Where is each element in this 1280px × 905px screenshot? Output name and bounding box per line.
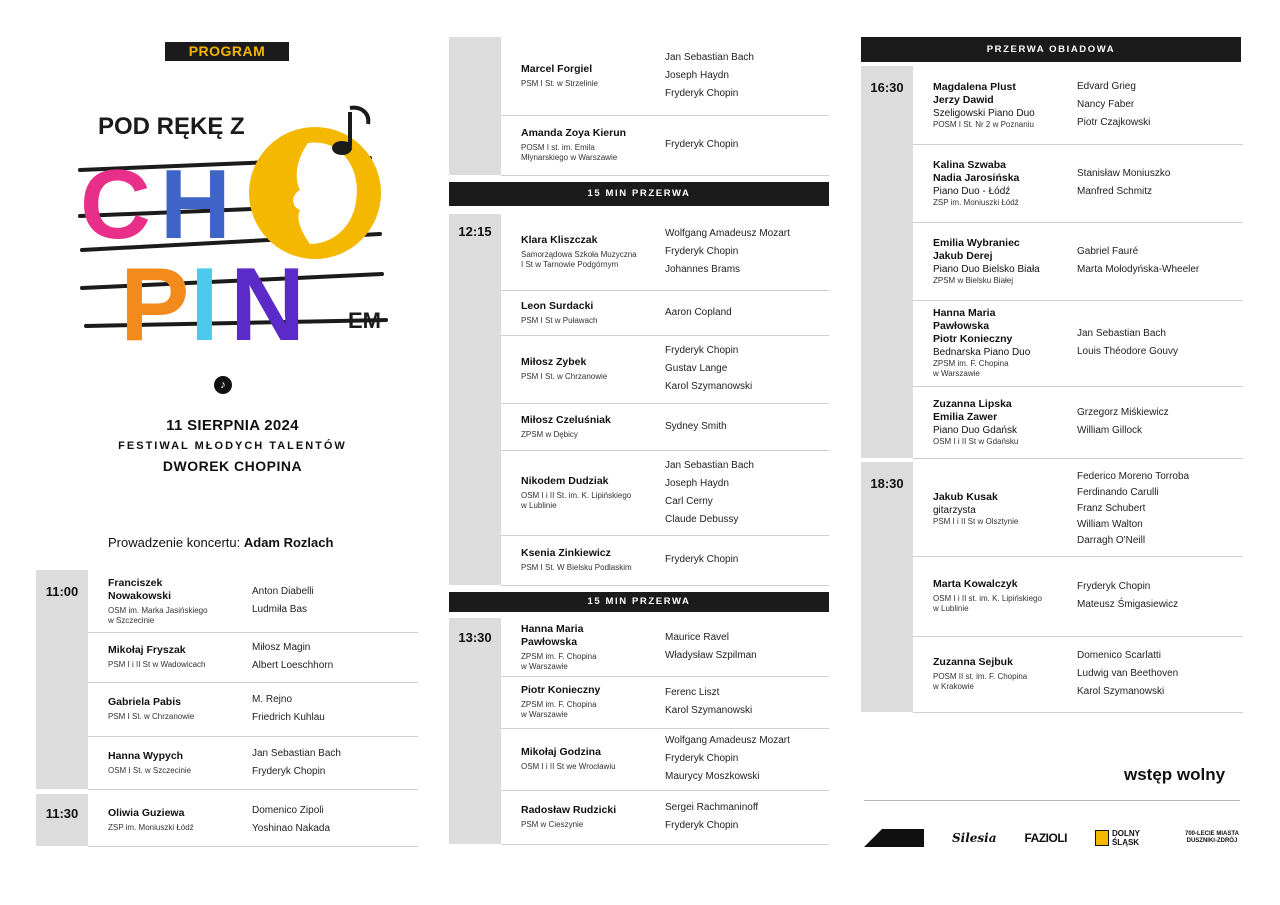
composer-name: Miłosz Magin: [252, 642, 311, 653]
school-name: [108, 606, 246, 626]
school-name: [933, 359, 1071, 379]
school-name: [521, 316, 659, 326]
composer-name: Ferdinando Carulli: [1077, 487, 1159, 498]
school-name: [521, 372, 659, 382]
composer-name: Maurycy Moszkowski: [665, 771, 760, 782]
school-line: ZPSM w Bielsku Białej: [933, 275, 1014, 285]
composer-name: Jan Sebastian Bach: [665, 52, 754, 63]
performance-row: [913, 222, 1243, 301]
performer-info: [108, 736, 246, 789]
performer-info: [521, 618, 659, 676]
school-line: PSM I St. W Bielsku Podlaskim: [521, 563, 632, 572]
performer-info: [933, 462, 1071, 556]
performer-name: Marcel Forgiel: [521, 63, 593, 75]
composer-name: Fryderyk Chopin: [665, 554, 739, 565]
school-line: ZPSM im. F. Chopina: [521, 700, 597, 709]
performance-row: [501, 37, 829, 116]
composer-name: Wolfgang Amadeusz Mozart: [665, 228, 790, 239]
time-column: [449, 618, 501, 844]
composer-name: Piotr Czajkowski: [1077, 117, 1151, 128]
break-bar-mid-1: 15 MIN PRZERWA: [449, 182, 829, 206]
sponsor-silesia: Silesia: [951, 831, 997, 845]
composer-list: [1077, 462, 1243, 556]
performer-name: Marta Kowalczyk: [933, 578, 1018, 590]
composer-list: [1077, 386, 1243, 458]
composer-name: Joseph Haydn: [665, 477, 729, 489]
composer-name: Sergei Rachmaninoff: [665, 802, 759, 813]
school-line: w Warszawie: [521, 661, 568, 671]
performer-name: Miłosz Zybek: [521, 356, 587, 368]
performer-info: [521, 535, 659, 585]
composer-name: Karol Szymanowski: [1077, 686, 1165, 697]
performance-row: [501, 214, 829, 291]
composer-name: Anton Diabelli: [252, 586, 314, 597]
composer-list: [252, 632, 418, 682]
performance-row: [913, 556, 1243, 637]
schedule-block-b1215: [449, 214, 829, 585]
schedule-block-b1100: [36, 570, 418, 789]
performer-info: [108, 682, 246, 736]
composer-list: [1077, 556, 1243, 636]
composer-name: Sydney Smith: [665, 420, 727, 432]
composer-name: Aaron Copland: [665, 306, 732, 318]
performer-name: Jakub Kusak: [933, 491, 998, 503]
sponsor-fazioli: FAZIOLI: [1024, 831, 1067, 845]
performance-row: [501, 790, 829, 845]
performer-info: [521, 290, 659, 335]
school-name: [108, 660, 246, 670]
performer-name: Kalina Szwaba: [933, 158, 1006, 171]
composer-list: [252, 736, 418, 789]
performer-name: Hanna Maria: [933, 307, 996, 319]
performer-info: [933, 222, 1071, 300]
time-column: [36, 570, 88, 789]
performer-name: Leon Surdacki: [521, 299, 594, 312]
composer-name: Fryderyk Chopin: [665, 139, 739, 150]
performer-name: Emilia Zawer: [933, 410, 998, 423]
performance-row: [501, 450, 829, 536]
school-name: [933, 198, 1071, 208]
performance-row: [913, 636, 1243, 713]
program-badge: PROGRAM: [165, 42, 289, 61]
ensemble-name: gitarzysta: [933, 505, 976, 516]
composer-name: Fryderyk Chopin: [665, 88, 739, 99]
performer-name: Miłosz Czeluśniak: [521, 413, 611, 426]
school-name: [521, 250, 659, 270]
performer-name: Zuzanna Lipska: [933, 397, 1012, 410]
composer-list: [665, 115, 829, 175]
school-name: [521, 563, 659, 573]
composer-name: Karol Szymanowski: [665, 705, 753, 716]
school-line: w Szczecinie: [108, 615, 155, 625]
performer-name: Amanda Zoya Kierun: [521, 127, 627, 139]
composer-list: [252, 570, 418, 632]
composer-name: Wolfgang Amadeusz Mozart: [665, 735, 790, 746]
school-name: [108, 766, 246, 776]
ensemble-name: Piano Duo Bielsko Biała: [933, 263, 1040, 275]
performer-name: Gabriela Pabis: [108, 696, 181, 708]
ensemble-name: Piano Duo - Łódź: [933, 185, 1011, 197]
performance-row: [501, 676, 829, 729]
music-note-badge-icon: ♪: [214, 376, 232, 394]
ensemble-name: Bednarska Piano Duo: [933, 347, 1031, 358]
performer-info: [521, 676, 659, 728]
school-name: [521, 762, 659, 772]
performance-row: [88, 736, 418, 790]
school-line: Młynarskiego w Warszawie: [521, 153, 618, 162]
performer-name: Piotr Konieczny: [521, 684, 601, 696]
school-name: [933, 437, 1071, 447]
performer-info: [933, 386, 1071, 458]
performer-name: Oliwia Guziewa: [108, 807, 185, 819]
composer-list: [665, 214, 829, 290]
school-name: [933, 517, 1071, 527]
composer-list: [665, 403, 829, 450]
composer-name: Fryderyk Chopin: [1077, 581, 1151, 592]
school-line: ZSP im. Moniuszki Łódź: [933, 197, 1019, 207]
time-slot-label: 18:30: [870, 476, 904, 491]
school-line: w Warszawie: [521, 710, 568, 719]
free-entry-label: wstęp wolny: [1124, 765, 1226, 784]
composer-name: Ludwig van Beethoven: [1077, 668, 1179, 679]
performance-row: [501, 115, 829, 176]
school-line: PSM w Cieszynie: [521, 820, 584, 829]
composer-name: William Walton: [1077, 519, 1143, 530]
composer-name: Louis Théodore Gouvy: [1077, 346, 1178, 357]
performer-name: Pawłowska: [933, 320, 990, 332]
logo-letter-h: H: [160, 149, 231, 259]
performer-info: [108, 794, 246, 846]
composer-name: Carl Cerny: [665, 495, 713, 507]
school-line: ZPSM im. F. Chopina: [933, 359, 1009, 368]
time-slot-label: 13:30: [458, 630, 492, 645]
performance-row: [913, 300, 1243, 387]
performer-name: Hanna Wypych: [108, 749, 184, 762]
logo-letter-n: N: [230, 247, 306, 358]
composer-name: Fryderyk Chopin: [665, 246, 739, 257]
composer-name: Fryderyk Chopin: [665, 753, 739, 764]
performance-row: [913, 66, 1243, 145]
composer-name: Fryderyk Chopin: [665, 345, 739, 356]
school-line: w Lublinie: [933, 604, 969, 613]
performer-name: Hanna Maria: [521, 622, 584, 635]
composer-name: Mateusz Śmigasiewicz: [1077, 599, 1179, 610]
composer-list: [665, 37, 829, 115]
composer-name: Fryderyk Chopin: [665, 820, 739, 831]
performance-row: [501, 618, 829, 677]
performer-name: Mikołaj Fryszak: [108, 644, 186, 656]
composer-name: Grzegorz Miśkiewicz: [1077, 407, 1169, 418]
performer-info: [108, 570, 246, 632]
school-line: PSM I St. w Chrzanowie: [108, 712, 195, 721]
composer-list: [1077, 144, 1243, 222]
school-line: ZSP im. Moniuszki Łódź: [108, 823, 194, 832]
performer-info: [521, 214, 659, 290]
school-line: PSM I i II St w Wadowicach: [108, 660, 206, 669]
school-line: POSM II st. im. F. Chopina: [933, 672, 1028, 681]
composer-name: Darragh O'Neill: [1077, 535, 1146, 546]
schedule-block-bmid_top: [449, 37, 829, 175]
schedule-block-b1630: [861, 66, 1243, 458]
performer-info: [933, 636, 1071, 712]
time-column: [449, 214, 501, 585]
performer-name: Ksenia Zinkiewicz: [521, 547, 611, 559]
composer-name: Franz Schubert: [1077, 503, 1146, 514]
ensemble-name: Szeligowski Piano Duo: [933, 107, 1035, 119]
school-name: [108, 712, 246, 722]
concert-host: Prowadzenie koncertu: Adam Rozlach: [108, 535, 334, 550]
break-bar-lunch: PRZERWA OBIADOWA: [861, 37, 1241, 62]
composer-name: William Gillock: [1077, 425, 1142, 436]
school-line: OSM I i II St. im. K. Lipińskiego: [521, 490, 632, 500]
composer-list: [665, 618, 829, 676]
performance-row: [88, 632, 418, 683]
logo-letter-i: I: [190, 247, 219, 358]
composer-name: Ferenc Liszt: [665, 687, 720, 698]
schedule-block-b1330: [449, 618, 829, 844]
composer-name: Nancy Faber: [1077, 99, 1135, 110]
performance-row: [501, 535, 829, 586]
composer-list: [1077, 66, 1243, 144]
venue-name: DWOREK CHOPINA: [162, 458, 303, 474]
school-line: PSM I St. w Chrzanowie: [521, 372, 608, 381]
composer-name: Yoshinao Nakada: [252, 823, 331, 834]
composer-name: Maurice Ravel: [665, 632, 729, 643]
time-slot-label: 16:30: [870, 80, 904, 95]
school-line: OSM im. Marka Jasińskiego: [108, 605, 208, 615]
school-name: [521, 491, 659, 511]
composer-name: Władysław Szpilman: [665, 650, 757, 661]
performance-row: [501, 728, 829, 791]
school-line: PSM I i II St w Olsztynie: [933, 517, 1019, 526]
performer-info: [933, 556, 1071, 636]
school-line: ZPSM im. F. Chopina: [521, 651, 597, 661]
composer-name: Stanisław Moniuszko: [1077, 168, 1171, 179]
composer-list: [665, 450, 829, 535]
school-line: POSM I St. Nr 2 w Poznaniu: [933, 119, 1034, 129]
composer-name: Friedrich Kuhlau: [252, 712, 325, 723]
school-line: OSM I i II st. im. K. Lipińskiego: [933, 594, 1042, 603]
composer-list: [665, 790, 829, 844]
school-line: I St w Tarnowie Podgórnym: [521, 260, 619, 269]
schedule-block-b1130: [36, 794, 418, 846]
performer-info: [521, 450, 659, 535]
performance-row: [88, 794, 418, 847]
school-line: PSM I St w Puławach: [521, 315, 598, 325]
composer-list: [665, 728, 829, 790]
composer-list: [665, 535, 829, 585]
school-line: OSM I i II St we Wrocławiu: [521, 762, 616, 771]
performer-name: Jerzy Dawid: [933, 93, 994, 106]
school-line: OSM I i II St w Gdańsku: [933, 436, 1019, 446]
performer-name: Franciszek: [108, 576, 163, 589]
ensemble-name: Piano Duo Gdańsk: [933, 424, 1017, 436]
composer-list: [1077, 636, 1243, 712]
composer-name: Jan Sebastian Bach: [252, 747, 341, 759]
performer-name: Mikołaj Godzina: [521, 746, 601, 758]
composer-name: Domenico Zipoli: [252, 805, 324, 816]
performance-row: [913, 462, 1243, 557]
composer-name: Federico Moreno Torroba: [1077, 471, 1190, 482]
time-slot-label: 11:30: [45, 806, 79, 821]
break-bar-mid-2: 15 MIN PRZERWA: [449, 592, 829, 612]
composer-name: Edvard Grieg: [1077, 81, 1136, 92]
performance-row: [913, 386, 1243, 459]
composer-name: Karol Szymanowski: [665, 381, 753, 392]
time-column: [861, 66, 913, 458]
composer-name: Domenico Scarlatti: [1077, 650, 1161, 661]
sponsor-logos: [864, 824, 1244, 852]
logo-line1: POD RĘKĘ Z: [98, 113, 245, 140]
school-name: [521, 143, 659, 163]
performer-info: [933, 66, 1071, 144]
school-name: [521, 700, 659, 720]
school-name: [521, 652, 659, 672]
time-slot-label: 11:00: [45, 584, 79, 599]
performance-row: [501, 290, 829, 336]
school-name: [521, 430, 659, 440]
composer-list: [665, 290, 829, 335]
composer-name: Johannes Brams: [665, 264, 741, 275]
logo-em: EM: [348, 308, 381, 333]
performer-name: Nikodem Dudziak: [521, 474, 609, 487]
performer-info: [521, 37, 659, 115]
sponsor-dolny-slask: DOLNY ŚLĄSK: [1095, 829, 1152, 847]
school-name: [933, 276, 1071, 286]
school-line: w Lublinie: [521, 500, 557, 510]
school-name: [933, 594, 1071, 614]
school-name: [521, 820, 659, 830]
composer-name: Jan Sebastian Bach: [1077, 328, 1166, 339]
school-line: Samorządowa Szkoła Muzyczna: [521, 250, 637, 259]
composer-name: Jan Sebastian Bach: [665, 459, 754, 471]
school-name: [521, 79, 659, 89]
composer-list: [665, 676, 829, 728]
school-line: w Warszawie: [933, 369, 980, 378]
composer-name: Manfred Schmitz: [1077, 186, 1153, 197]
performer-name: Piotr Konieczny: [933, 333, 1013, 345]
school-line: PSM I St. w Strzelinie: [521, 79, 598, 88]
festival-logo: [70, 98, 400, 358]
composer-name: Marta Mołodyńska-Wheeler: [1077, 264, 1200, 275]
composer-name: Gustav Lange: [665, 363, 728, 374]
piano-sponsor-logo: [864, 829, 924, 847]
performer-info: [521, 728, 659, 790]
composer-name: Claude Debussy: [665, 513, 739, 525]
composer-list: [1077, 300, 1243, 386]
school-name: [933, 672, 1071, 692]
coat-of-arms-icon: [1095, 830, 1109, 846]
performer-info: [933, 300, 1071, 386]
logo-letter-c: C: [80, 149, 151, 259]
performance-row: [88, 682, 418, 737]
performer-name: Pawłowska: [521, 635, 578, 648]
festival-name: FESTIWAL MŁODYCH TALENTÓW: [118, 440, 347, 452]
composer-list: [252, 682, 418, 736]
school-line: OSM I St. w Szczecinie: [108, 765, 192, 775]
performer-info: [521, 335, 659, 403]
logo-letter-p: P: [120, 247, 190, 358]
time-slot-label: 12:15: [458, 224, 492, 239]
school-line: POSM I st. im. Emila: [521, 143, 595, 152]
performer-info: [108, 632, 246, 682]
schedule-block-b1830: [861, 462, 1243, 712]
performance-row: [501, 403, 829, 451]
performer-info: [521, 403, 659, 450]
performer-name: Nowakowski: [108, 589, 172, 602]
performer-name: Emilia Wybraniec: [933, 236, 1020, 249]
footer-separator: [864, 800, 1240, 801]
event-date: 11 SIERPNIA 2024: [166, 417, 299, 434]
school-name: [933, 120, 1071, 130]
performance-row: [913, 144, 1243, 223]
school-line: w Krakowie: [933, 682, 974, 691]
composer-name: M. Rejno: [252, 694, 293, 705]
performer-info: [521, 115, 659, 175]
composer-list: [1077, 222, 1243, 300]
performer-info: [521, 790, 659, 844]
time-column: [449, 37, 501, 175]
composer-name: Ludmiła Bas: [252, 604, 308, 615]
sponsor-duszniki: 700-LECIE MIASTA DUSZNIKI-ZDRÓJ: [1185, 831, 1239, 844]
performer-name: Klara Kliszczak: [521, 234, 598, 246]
school-line: ZPSM w Dębicy: [521, 429, 578, 439]
performer-info: [933, 144, 1071, 222]
time-column: [861, 462, 913, 712]
composer-name: Albert Loeschhorn: [252, 660, 334, 671]
composer-name: Fryderyk Chopin: [252, 765, 326, 777]
performer-name: Nadia Jarosińska: [933, 171, 1020, 184]
performance-row: [501, 335, 829, 404]
performer-name: Radosław Rudzicki: [521, 804, 617, 816]
school-name: [108, 823, 246, 833]
composer-list: [665, 335, 829, 403]
performance-row: [88, 570, 418, 633]
performer-name: Zuzanna Sejbuk: [933, 656, 1013, 668]
performer-name: Magdalena Plust: [933, 80, 1016, 93]
composer-name: Joseph Haydn: [665, 70, 729, 81]
composer-list: [252, 794, 418, 846]
composer-name: Gabriel Fauré: [1077, 246, 1139, 257]
performer-name: Jakub Derej: [933, 249, 993, 262]
